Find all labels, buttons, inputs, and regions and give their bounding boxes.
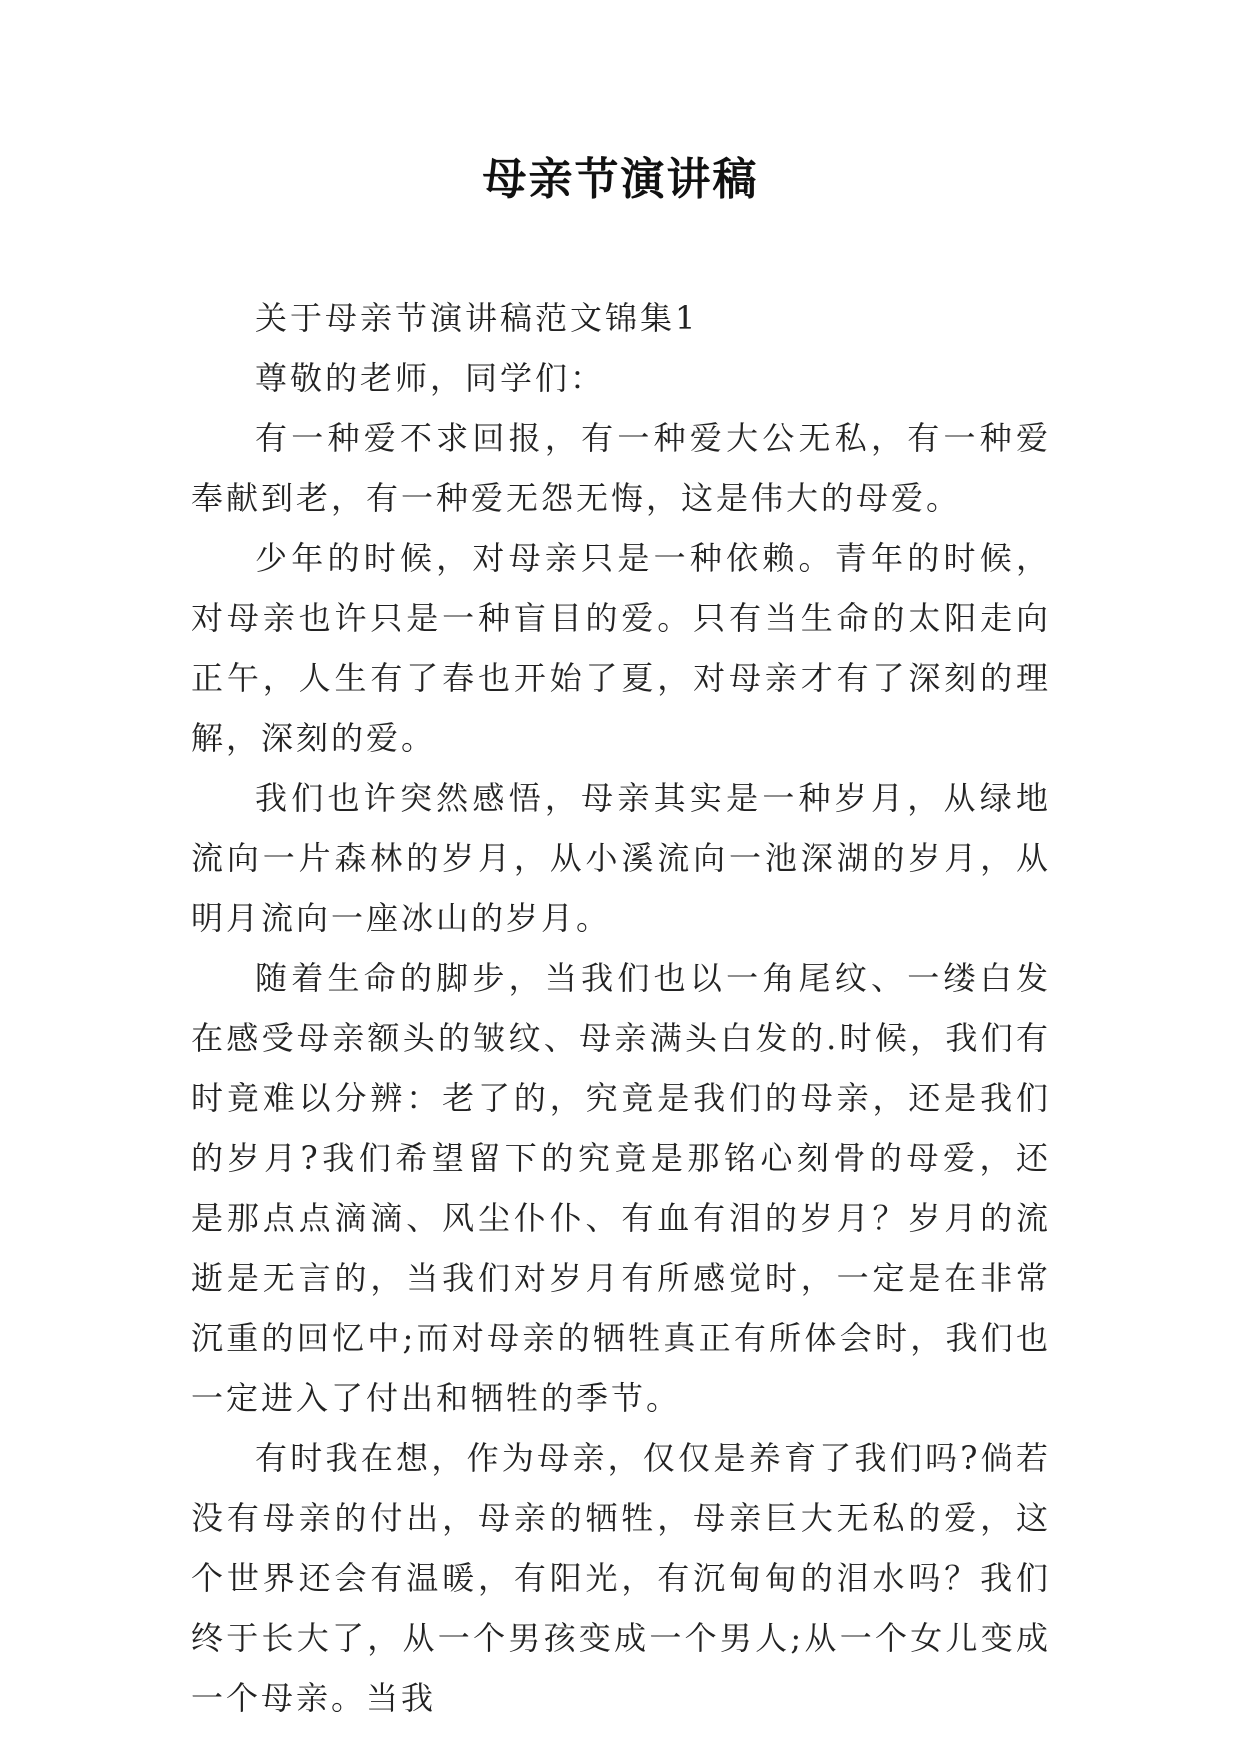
- paragraph-heading: 关于母亲节演讲稿范文锦集1: [255, 299, 699, 337]
- document-body: [191, 288, 1051, 1728]
- paragraph: 少年的时候，对母亲只是一种依赖。青年的时候，对母亲也许只是一种盲目的爱。只有当生命的太阳走向正午，人生有了春也开始了夏，对母亲才有了深刻的理解，深刻的爱。: [191, 539, 1051, 757]
- paragraph: 随着生命的脚步，当我们也以一角尾纹、一缕白发在感受母亲额头的皱纹、母亲满头白发的.时候，我们有时竟难以分辨：老了的，究竟是我们的母亲，还是我们的岁月?我们希望留下的究竟是那铭心刻骨的母爱，还是那点点滴滴、风尘仆仆、有血有泪的岁月？岁月的流逝是无言的，当我们对岁月有所感觉时，一定是在非常沉重的回忆中;而对母亲的牺牲真正有所体会时，我们也一定进入了付出和牺牲的季节。: [191, 959, 1051, 1417]
- document-title: 母亲节演讲稿: [482, 154, 759, 205]
- paragraph: 有一种爱不求回报，有一种爱大公无私，有一种爱奉献到老，有一种爱无怨无悔，这是伟大的母爱。: [191, 419, 1051, 517]
- paragraph: 有时我在想，作为母亲，仅仅是养育了我们吗?倘若没有母亲的付出，母亲的牺牲，母亲巨大无私的爱，这个世界还会有温暖，有阳光，有沉甸甸的泪水吗？我们终于长大了，从一个男孩变成一个男人;从一个女儿变成一个母亲。当我: [191, 1439, 1051, 1717]
- paragraph: 我们也许突然感悟，母亲其实是一种岁月，从绿地流向一片森林的岁月，从小溪流向一池深湖的岁月，从明月流向一座冰山的岁月。: [191, 779, 1051, 937]
- paragraph-salutation: 尊敬的老师，同学们：: [255, 359, 606, 397]
